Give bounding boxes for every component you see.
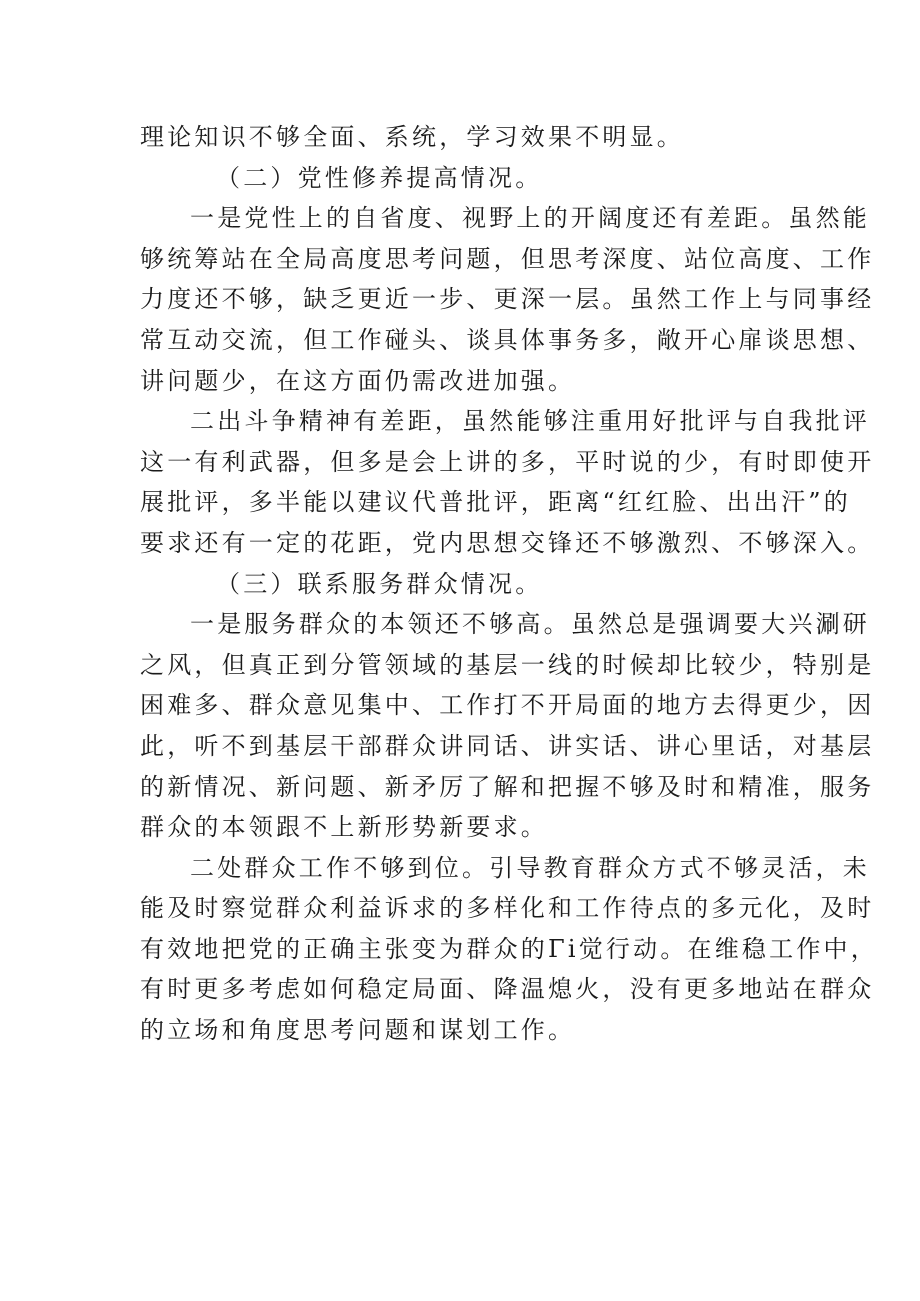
document-body xyxy=(140,117,878,1051)
text-line: 困难多、群众意见集中、工作打不开局面的地方去得更少，因 xyxy=(140,691,875,720)
text-line: 此，听不到基层干部群众讲同话、讲实话、讲心里话，对基层 xyxy=(140,731,875,760)
text-line: 一是服务群众的本领还不够高。虽然总是强调要大兴涮研 xyxy=(190,610,870,639)
text-line: 之风，但真正到分管领域的基层一线的时候却比较少，特别是 xyxy=(140,650,875,679)
text-line: 能及时察觉群众利益诉求的多样化和工作待点的多元化，及时 xyxy=(140,894,875,923)
section-heading: （三）联系服务群众情况。 xyxy=(216,569,543,598)
text-line: 理论知识不够全面、系统，学习效果不明显。 xyxy=(140,123,684,151)
text-line: 这一有利武器，但多是会上讲的多，平时说的少，有时即使开 xyxy=(140,447,875,476)
text-line: 常互动交流，但工作碰头、谈具体事务多，敞开心扉谈思想、 xyxy=(140,325,875,354)
text-line: 够统筹站在全局高度思考问题，但思考深度、站位高度、工作 xyxy=(140,244,875,273)
paragraph-continuation xyxy=(140,117,772,158)
text-line: 的新情况、新问题、新矛厉了解和把握不够及时和精准，服务 xyxy=(140,772,875,801)
text-line: 力度还不够，缺乏更近一步、更深一层。虽然工作上与同事经 xyxy=(140,285,875,314)
paragraph-serving-masses-2 xyxy=(140,848,878,1051)
paragraph-serving-masses-1 xyxy=(140,604,875,848)
text-line: 讲问题少，在这方面仍需改进加强。 xyxy=(140,366,576,395)
text-line: 二处群众工作不够到位。引导教育群众方式不够灵活，未 xyxy=(190,853,870,882)
section-heading-serving-masses xyxy=(140,564,772,605)
paragraph-party-spirit-1 xyxy=(140,198,875,401)
text-line: 二出斗争精神有差距，虽然能够注重用好批评与自我批评 xyxy=(190,407,870,436)
section-heading-party-spirit xyxy=(140,158,772,199)
text-line: 的立场和角度思考问题和谋划工作。 xyxy=(140,1016,576,1045)
text-line: 有时更多考虑如何稳定局面、降温熄火，没有更多地站在群众 xyxy=(140,975,875,1004)
text-line: 要求还有一定的花距，党内思想交锋还不够激烈、不够深入。 xyxy=(140,528,875,557)
text-line: 一是党性上的自省度、视野上的开阔度还有差距。虽然能 xyxy=(190,204,870,233)
text-line: 展批评，多半能以建议代普批评，距离“红红脸、出出汗”的 xyxy=(140,488,851,517)
text-line: 有效地把党的正确主张变为群众的Γi觉行动。在维稳工作中， xyxy=(140,934,878,963)
paragraph-party-spirit-2 xyxy=(140,401,875,563)
text-line: 群众的本领跟不上新形势新要求。 xyxy=(140,813,548,842)
section-heading: （二）党性修养提高情况。 xyxy=(216,163,543,192)
